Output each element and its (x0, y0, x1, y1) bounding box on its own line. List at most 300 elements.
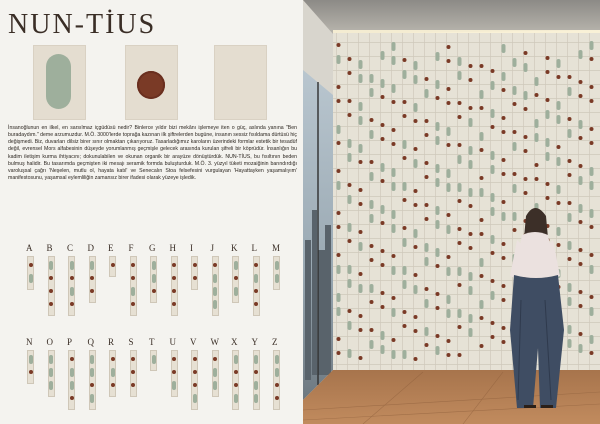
wall-dot (458, 241, 462, 245)
wall-dash (370, 214, 374, 223)
morse-dash (254, 274, 258, 283)
wall-dot (480, 232, 484, 236)
wall-dash (425, 257, 429, 266)
morse-dash (275, 261, 279, 270)
morse-dot (131, 263, 135, 267)
wall-dot (579, 80, 583, 84)
wall-dash (480, 258, 484, 267)
wall-dot (447, 87, 451, 91)
morse-dash (70, 381, 74, 390)
morse-dash (213, 381, 217, 390)
alphabet-letter-r: R (108, 337, 115, 347)
wall-dot (491, 279, 495, 283)
morse-dot (234, 370, 238, 374)
wall-dot (403, 114, 407, 118)
alphabet-letter-i: I (190, 243, 193, 253)
wall-dash (447, 127, 451, 136)
wall-dot (524, 135, 528, 139)
wall-dash (392, 168, 396, 177)
wall-dash (568, 129, 572, 138)
wall-dot (436, 96, 440, 100)
wall-dash (403, 70, 407, 79)
alphabet-letter-n: N (26, 337, 33, 347)
wall-dash (425, 89, 429, 98)
green-oval-mark (46, 54, 71, 109)
wall-dash (557, 227, 561, 236)
wall-dash (535, 119, 539, 128)
wall-dash (359, 144, 363, 153)
morse-dot (49, 276, 53, 280)
wall-dash (568, 241, 572, 250)
wall-dot (359, 328, 363, 332)
wall-dash (568, 283, 572, 292)
wall-dot (502, 116, 506, 120)
morse-dot (111, 357, 115, 361)
morse-dot (90, 276, 94, 280)
wall-dash (579, 50, 583, 59)
wall-dot (568, 159, 572, 163)
wall-dot (480, 316, 484, 320)
wall-dot (348, 99, 352, 103)
wall-dash (469, 286, 473, 295)
wall-dot (502, 298, 506, 302)
wall-dot (590, 57, 594, 61)
wall-dash (392, 84, 396, 93)
morse-strip-x (232, 350, 239, 410)
wall-dot (370, 244, 374, 248)
wall-dot (392, 100, 396, 104)
morse-dot (49, 302, 53, 306)
morse-strip-o (48, 350, 55, 397)
wall-dash (436, 52, 440, 61)
wall-dot (469, 64, 473, 68)
brown-dot-mark (137, 71, 165, 99)
alphabet-letter-y: Y (251, 337, 258, 347)
wall-dot (579, 332, 583, 336)
morse-dot (111, 263, 115, 267)
wall-dash (447, 267, 451, 276)
wall-dot (436, 306, 440, 310)
morse-dot (213, 263, 217, 267)
wall-dash (491, 193, 495, 202)
wall-dash (568, 325, 572, 334)
wall-dash (337, 125, 341, 134)
wall-dash (502, 44, 506, 53)
morse-dot (234, 276, 238, 280)
wall-dash (469, 272, 473, 281)
morse-dash (254, 394, 258, 403)
alphabet-letter-t: T (149, 337, 155, 347)
wall-dot (491, 335, 495, 339)
morse-dot (213, 357, 217, 361)
morse-strip-g (150, 256, 157, 303)
wall-dash (381, 345, 385, 354)
wall-dash (392, 224, 396, 233)
morse-strip-a (27, 256, 34, 290)
wall-dot (425, 133, 429, 137)
wall-dot (590, 351, 594, 355)
wall-dash (392, 308, 396, 317)
morse-strip-f (130, 256, 137, 316)
wall-dot (546, 182, 550, 186)
wall-dot (414, 273, 418, 277)
morse-strip-m (273, 256, 280, 290)
wall-dash (458, 183, 462, 192)
morse-dot (131, 370, 135, 374)
morse-dash (152, 274, 156, 283)
morse-dash (131, 287, 135, 296)
morse-strip-c (68, 256, 75, 316)
wall-dash (436, 220, 440, 229)
morse-strip-v (191, 350, 198, 410)
wall-dash (447, 225, 451, 234)
morse-dash (29, 355, 33, 364)
wall-dash (579, 120, 583, 129)
wall-dot (425, 175, 429, 179)
wall-dot (403, 100, 407, 104)
morse-strip-z (273, 350, 280, 410)
wall-dash (458, 267, 462, 276)
wall-dash (414, 229, 418, 238)
wall-dash (436, 346, 440, 355)
morse-dot (70, 276, 74, 280)
wall-dot (546, 70, 550, 74)
morse-dot (193, 370, 197, 374)
wall-dash (469, 160, 473, 169)
morse-strip-u (171, 350, 178, 397)
wall-dash (370, 172, 374, 181)
wall-dot (337, 337, 341, 341)
wall-dot (381, 137, 385, 141)
wall-dot (359, 160, 363, 164)
morse-strip-k (232, 256, 239, 303)
wall-dot (546, 56, 550, 60)
wall-dot (579, 136, 583, 140)
wall-dash (524, 91, 528, 100)
wall-dot (348, 239, 352, 243)
wall-dot (458, 325, 462, 329)
morse-dash (254, 381, 258, 390)
wall-dash (392, 350, 396, 359)
wall-dash (579, 344, 583, 353)
wall-dash (425, 243, 429, 252)
morse-dot (29, 263, 33, 267)
wall-dash (392, 182, 396, 191)
wall-dot (359, 314, 363, 318)
morse-dash (234, 355, 238, 364)
wall-dash (458, 71, 462, 80)
project-title: NUN-TİUS (8, 9, 157, 40)
wall-dash (557, 59, 561, 68)
wall-dash (403, 140, 407, 149)
wall-dash (590, 209, 594, 218)
wall-dash (469, 146, 473, 155)
wall-dot (502, 242, 506, 246)
wall-dot (513, 172, 517, 176)
morse-dot (193, 276, 197, 280)
wall-dot (348, 71, 352, 75)
wall-dot (447, 59, 451, 63)
wall-dash (337, 265, 341, 274)
wall-dash (414, 75, 418, 84)
wall-dash (370, 340, 374, 349)
morse-dot (131, 276, 135, 280)
morse-dash (90, 394, 94, 403)
wall-dash (469, 314, 473, 323)
wall-dot (337, 141, 341, 145)
wall-dash (359, 116, 363, 125)
wall-dash (337, 181, 341, 190)
morse-dot (90, 289, 94, 293)
wall-dash (359, 242, 363, 251)
wall-dot (359, 356, 363, 360)
morse-dash (152, 355, 156, 364)
wall-dash (491, 151, 495, 160)
wall-dot (502, 158, 506, 162)
wall-dash (491, 165, 495, 174)
wall-dash (414, 285, 418, 294)
wall-dash (403, 238, 407, 247)
wall-dash (557, 185, 561, 194)
morse-strip-s (130, 350, 137, 397)
wall-dash (348, 195, 352, 204)
morse-strip-e (109, 256, 116, 277)
morse-dot (29, 370, 33, 374)
wall-dot (502, 256, 506, 260)
wall-dash (513, 86, 517, 95)
morse-dot (172, 302, 176, 306)
morse-strip-r (109, 350, 116, 397)
wall-dash (491, 207, 495, 216)
wall-dot (414, 189, 418, 193)
wall-dot (425, 217, 429, 221)
wall-dot (370, 160, 374, 164)
morse-dash (90, 368, 94, 377)
wall-dot (568, 117, 572, 121)
morse-dash (213, 274, 217, 283)
wall-dash (590, 181, 594, 190)
wall-dash (590, 307, 594, 316)
wall-dash (348, 321, 352, 330)
ceiling (303, 0, 600, 34)
wall-dot (513, 130, 517, 134)
morse-dot (111, 383, 115, 387)
wall-dash (579, 176, 583, 185)
wall-dot (502, 340, 506, 344)
wall-dot (392, 254, 396, 258)
wall-dash (381, 79, 385, 88)
wall-dash (348, 265, 352, 274)
wall-dash (381, 205, 385, 214)
morse-dot (131, 357, 135, 361)
wall-dot (579, 304, 583, 308)
morse-dot (172, 357, 176, 361)
wall-dash (469, 328, 473, 337)
morse-dot (254, 370, 258, 374)
wall-dot (480, 218, 484, 222)
wall-dash (480, 300, 484, 309)
wall-dash (392, 210, 396, 219)
morse-dot (193, 383, 197, 387)
wall-dot (579, 94, 583, 98)
plain-tile-sample (214, 45, 267, 120)
morse-dot (254, 302, 258, 306)
morse-dash (49, 355, 53, 364)
morse-strip-t (150, 350, 157, 371)
morse-dash (49, 368, 53, 377)
wall-dot (524, 107, 528, 111)
morse-dash (213, 368, 217, 377)
morse-strip-j (212, 256, 219, 316)
wall-dot (502, 284, 506, 288)
brown-dot-tile-sample (125, 45, 178, 120)
wall-dot (392, 338, 396, 342)
wall-dash (447, 309, 451, 318)
wall-dot (458, 115, 462, 119)
wall-dot (590, 141, 594, 145)
wall-dash (535, 133, 539, 142)
morse-dash (234, 287, 238, 296)
wall-dot (579, 290, 583, 294)
morse-strip-q (89, 350, 96, 410)
wall-dot (469, 232, 473, 236)
wall-dot (337, 99, 341, 103)
wall-dot (447, 353, 451, 357)
wall-dash (546, 110, 550, 119)
wall-dash (348, 223, 352, 232)
wall-dash (557, 157, 561, 166)
wall-dot (458, 227, 462, 231)
wall-dot (359, 272, 363, 276)
wall-dot (469, 78, 473, 82)
wall-dot (579, 164, 583, 168)
wall-dot (370, 300, 374, 304)
morse-strip-h (171, 256, 178, 316)
wall-dash (436, 136, 440, 145)
wall-dash (359, 284, 363, 293)
wall-dot (502, 88, 506, 92)
morse-dot (172, 263, 176, 267)
morse-dot (172, 370, 176, 374)
morse-dot (131, 383, 135, 387)
wall-dot (381, 95, 385, 99)
wall-dot (579, 248, 583, 252)
wall-dot (337, 225, 341, 229)
wall-dash (513, 184, 517, 193)
wall-dash (392, 266, 396, 275)
wall-dot (568, 75, 572, 79)
wall-dot (502, 326, 506, 330)
wall-dot (524, 191, 528, 195)
alphabet-letter-e: E (108, 243, 114, 253)
wall-dot (403, 198, 407, 202)
wall-dot (403, 310, 407, 314)
wall-dash (348, 349, 352, 358)
wall-dot (535, 163, 539, 167)
wall-dot (557, 75, 561, 79)
morse-dash (213, 300, 217, 309)
morse-dot (172, 276, 176, 280)
wall-dash (458, 309, 462, 318)
wall-dash (436, 122, 440, 131)
wall-dot (403, 226, 407, 230)
morse-dot (234, 383, 238, 387)
wall-dot (436, 292, 440, 296)
wall-dash (381, 163, 385, 172)
wall-dot (546, 196, 550, 200)
wall-dot (436, 334, 440, 338)
cove-light (333, 30, 600, 33)
morse-dash (234, 394, 238, 403)
wall-dash (414, 103, 418, 112)
green-oval-tile-sample (33, 45, 86, 120)
wall-dash (447, 183, 451, 192)
wall-dash (403, 280, 407, 289)
wall-dot (337, 351, 341, 355)
wall-dash (469, 118, 473, 127)
wall-dot (425, 343, 429, 347)
morse-dot (70, 396, 74, 400)
wall-dash (524, 63, 528, 72)
wall-dash (568, 213, 572, 222)
wall-dash (403, 266, 407, 275)
wall-dot (491, 251, 495, 255)
wall-dash (557, 115, 561, 124)
wall-dot (348, 309, 352, 313)
wall-dot (590, 253, 594, 257)
wall-dash (403, 182, 407, 191)
wall-dot (381, 291, 385, 295)
morse-dash (111, 368, 115, 377)
wall-dash (502, 212, 506, 221)
wall-dot (392, 142, 396, 146)
wall-dot (447, 101, 451, 105)
wall-dash (381, 331, 385, 340)
morse-dash (29, 274, 33, 283)
morse-dot (193, 357, 197, 361)
wall-dash (436, 178, 440, 187)
wall-dot (447, 339, 451, 343)
wall-dot (458, 199, 462, 203)
wall-dash (370, 130, 374, 139)
wall-dot (381, 179, 385, 183)
wall-dash (337, 293, 341, 302)
wall-dot (458, 101, 462, 105)
morse-dash (213, 287, 217, 296)
morse-dash (234, 261, 238, 270)
wall-dot (414, 203, 418, 207)
wall-dash (458, 57, 462, 66)
wall-dot (524, 51, 528, 55)
wall-dot (392, 296, 396, 300)
wall-dash (381, 51, 385, 60)
wall-dot (370, 328, 374, 332)
wall-dash (436, 164, 440, 173)
wall-dash (568, 297, 572, 306)
wall-dash (425, 299, 429, 308)
wall-dot (480, 106, 484, 110)
wall-dot (469, 246, 473, 250)
morse-dot (275, 396, 279, 400)
wall-dash (447, 295, 451, 304)
wall-dot (447, 213, 451, 217)
wall-dash (469, 188, 473, 197)
alphabet-letter-o: O (46, 337, 53, 347)
wall-dot (414, 329, 418, 333)
morse-dot (90, 383, 94, 387)
alphabet-letter-a: A (26, 243, 33, 253)
wall-dash (491, 235, 495, 244)
